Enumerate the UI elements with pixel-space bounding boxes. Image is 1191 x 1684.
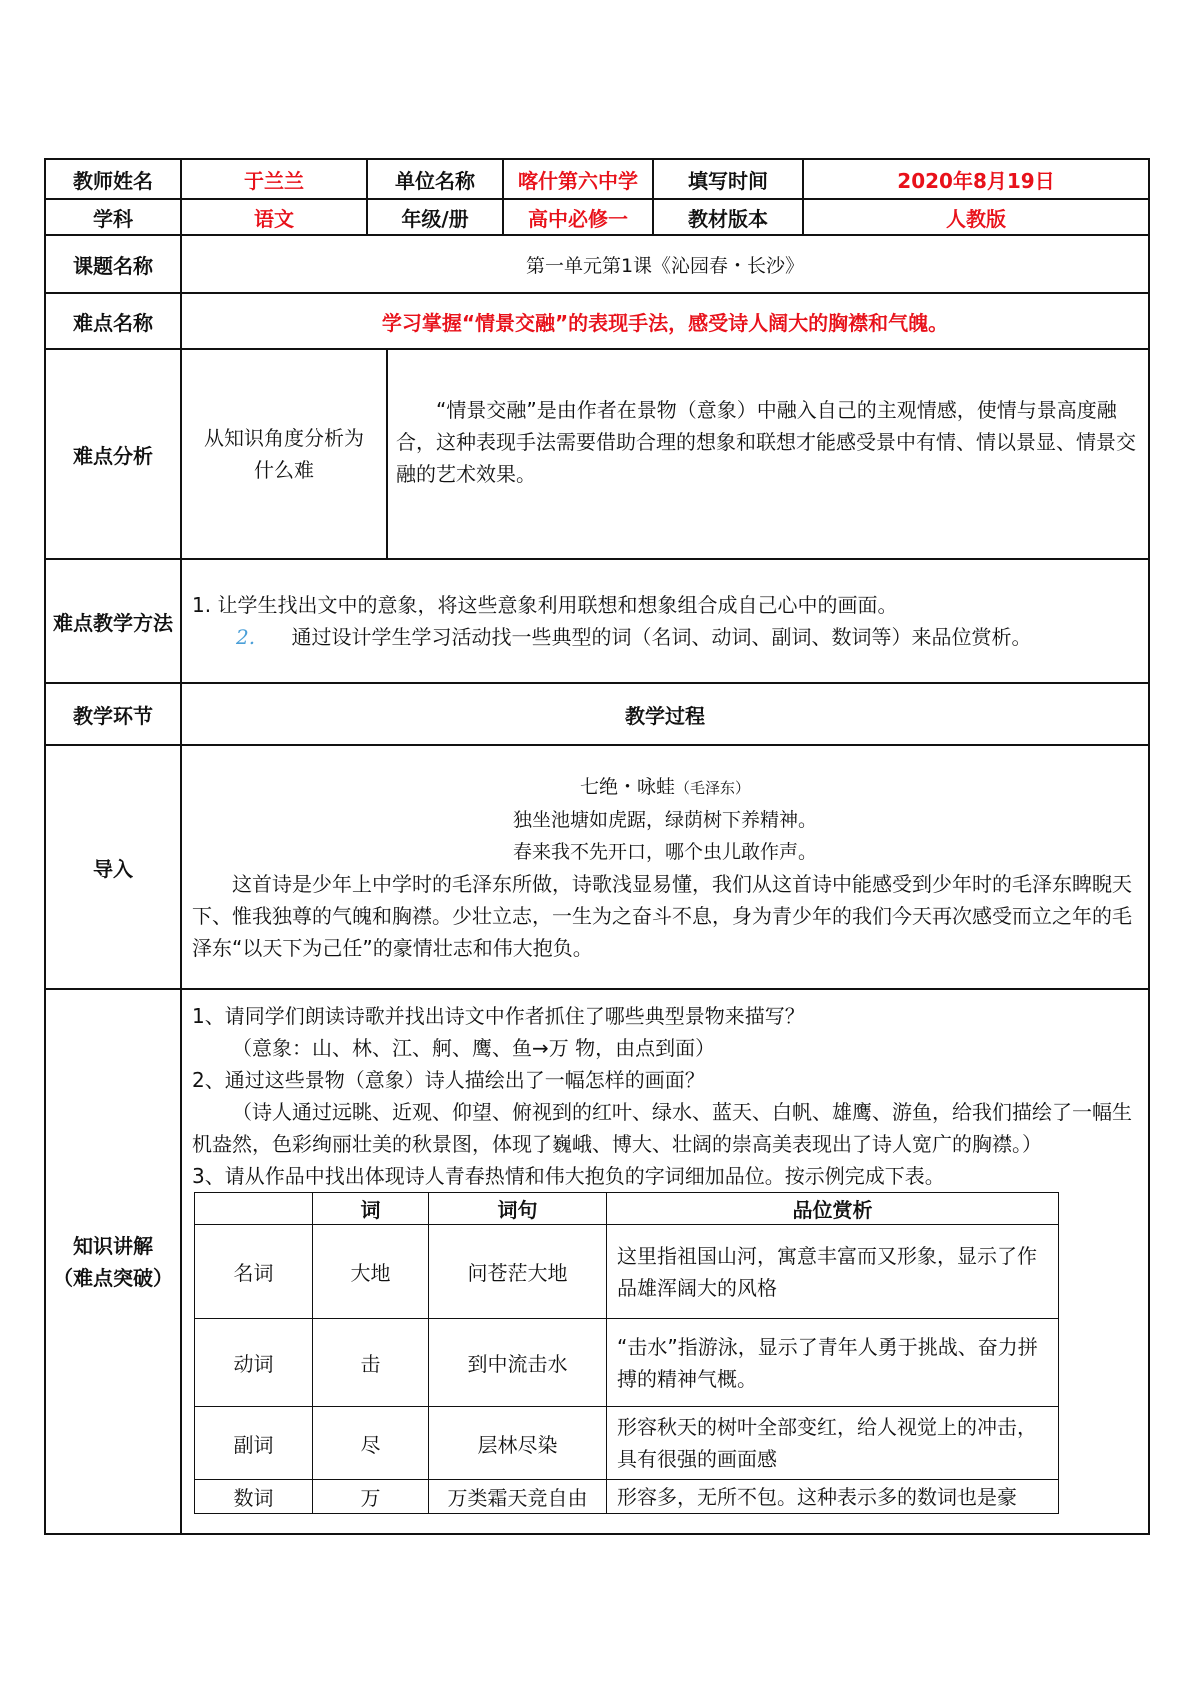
word-analysis: 形容多，无所不包。这种表示多的数词也是豪	[607, 1480, 1059, 1514]
intro-row	[45, 745, 1149, 989]
answer-1: （意象：山、林、江、舸、鹰、鱼→万 物，由点到面）	[232, 1036, 716, 1060]
word-analysis: “击水”指游泳，显示了青年人勇于挑战、奋力拼搏的精神气概。	[607, 1319, 1059, 1407]
method-label: 难点教学方法	[45, 559, 181, 683]
time-value: 2020年8月19日	[803, 159, 1149, 199]
poem-line-2: 春来我不先开口，哪个虫儿敢作声。	[512, 840, 817, 863]
analysis-split	[182, 350, 1148, 558]
word-table-header-cell	[195, 1193, 313, 1225]
word-phrase: 万类霜天竞自由	[429, 1480, 607, 1514]
word-type: 动词	[195, 1319, 313, 1407]
word-type: 名词	[195, 1225, 313, 1319]
subject-label: 学科	[45, 199, 181, 235]
word-type: 数词	[195, 1480, 313, 1514]
answer-2: （诗人通过远眺、近观、仰望、俯视到的红叶、绿水、蓝天、白帆、雄鹰、游鱼，给我们描绘了一幅生机盎然，色彩绚丽壮美的秋景图，体现了巍峨、博大、壮阔的崇高美表现出了诗人宽广的胸襟。）	[192, 1100, 1132, 1156]
word-table-header	[195, 1193, 1059, 1225]
intro-cell	[181, 745, 1149, 989]
word-table-header-cell: 品位赏析	[607, 1193, 1059, 1225]
word: 尽	[313, 1407, 429, 1480]
analysis-cell	[181, 349, 1149, 559]
difficulty-label: 难点名称	[45, 293, 181, 349]
topic-row	[45, 235, 1149, 293]
knowledge-sub-label: （难点突破）	[53, 1265, 173, 1290]
word-table-header-cell: 词句	[429, 1193, 607, 1225]
analysis-text-wrap	[388, 350, 1148, 558]
header-row-1	[45, 159, 1149, 199]
word-analysis: 这里指祖国山河，寓意丰富而又形象，显示了作品雄浑阔大的风格	[607, 1225, 1059, 1319]
method-item-2-text: 通过设计学生学习活动找一些典型的词（名词、动词、副词、数词等）来品位赏析。	[291, 625, 1032, 649]
topic-label: 课题名称	[45, 235, 181, 293]
analysis-sub-label: 从知识角度分析为什么难	[182, 350, 388, 558]
difficulty-row	[45, 293, 1149, 349]
analysis-row	[45, 349, 1149, 559]
lesson-plan-document	[44, 158, 1148, 1535]
word-table-row	[195, 1225, 1059, 1319]
word-phrase: 到中流击水	[429, 1319, 607, 1407]
word-analysis: 形容秋天的树叶全部变红，给人视觉上的冲击，具有很强的画面感	[607, 1407, 1059, 1480]
topic-value: 第一单元第1课《沁园春・长沙》	[181, 235, 1149, 293]
question-1: 1、请同学们朗读诗歌并找出诗文中作者抓住了哪些典型景物来描写？	[192, 1004, 805, 1028]
word-phrase: 问苍茫大地	[429, 1225, 607, 1319]
grade-label: 年级/册	[367, 199, 503, 235]
knowledge-label-cell	[45, 989, 181, 1534]
poem-title: 七绝・咏蛙	[579, 775, 675, 798]
word-phrase: 层林尽染	[429, 1407, 607, 1480]
poem-line-1: 独坐池塘如虎踞，绿荫树下养精神。	[512, 808, 817, 831]
edition-value: 人教版	[803, 199, 1149, 235]
teacher-label: 教师姓名	[45, 159, 181, 199]
word-table-row	[195, 1319, 1059, 1407]
word: 击	[313, 1319, 429, 1407]
word-table-row	[195, 1407, 1059, 1480]
process-header-row	[45, 683, 1149, 745]
grade-value: 高中必修一	[503, 199, 653, 235]
word-analysis-table	[194, 1192, 1059, 1514]
method-item-1: 1. 让学生找出文中的意象，将这些意象利用联想和想象组合成自己心中的画面。	[192, 593, 898, 617]
header-row-2	[45, 199, 1149, 235]
word: 万	[313, 1480, 429, 1514]
analysis-label: 难点分析	[45, 349, 181, 559]
question-2: 2、通过这些景物（意象）诗人描绘出了一幅怎样的画面？	[192, 1068, 705, 1092]
word-table-header-cell: 词	[313, 1193, 429, 1225]
word: 大地	[313, 1225, 429, 1319]
difficulty-value: 学习掌握“情景交融”的表现手法，感受诗人阔大的胸襟和气魄。	[181, 293, 1149, 349]
analysis-text: “情景交融”是由作者在景物（意象）中融入自己的主观情感，使情与景高度融合，这种表现手法需要借助合理的想象和联想才能感受景中有情、情以景显、情景交融的艺术效果。	[396, 398, 1136, 486]
method-row	[45, 559, 1149, 683]
intro-text: 这首诗是少年上中学时的毛泽东所做，诗歌浅显易懂，我们从这首诗中能感受到少年时的毛泽东睥睨天下、惟我独尊的气魄和胸襟。少壮立志，一生为之奋斗不息，身为青少年的我们今天再次感受而立之年的毛泽东“以天下为己任”的豪情壮志和伟大抱负。	[192, 871, 1132, 960]
knowledge-questions	[182, 990, 1148, 1192]
unit-value: 喀什第六中学	[503, 159, 653, 199]
lesson-plan-table	[44, 158, 1150, 1535]
word-table-row	[195, 1480, 1059, 1514]
method-item-2	[192, 621, 1138, 653]
subject-value: 语文	[181, 199, 367, 235]
knowledge-cell	[181, 989, 1149, 1534]
process-label: 教学过程	[181, 683, 1149, 745]
word-type: 副词	[195, 1407, 313, 1480]
poem-author: （毛泽东）	[675, 778, 751, 797]
knowledge-row	[45, 989, 1149, 1534]
method-item-2-number: 2.	[236, 625, 256, 649]
process-stage-label: 教学环节	[45, 683, 181, 745]
poem-title-line	[192, 771, 1138, 804]
intro-label: 导入	[45, 745, 181, 989]
teacher-value: 于兰兰	[181, 159, 367, 199]
method-cell	[181, 559, 1149, 683]
edition-label: 教材版本	[653, 199, 803, 235]
time-label: 填写时间	[653, 159, 803, 199]
unit-label: 单位名称	[367, 159, 503, 199]
question-3: 3、请从作品中找出体现诗人青春热情和伟大抱负的字词细加品位。按示例完成下表。	[192, 1164, 945, 1188]
knowledge-label: 知识讲解	[73, 1233, 153, 1258]
